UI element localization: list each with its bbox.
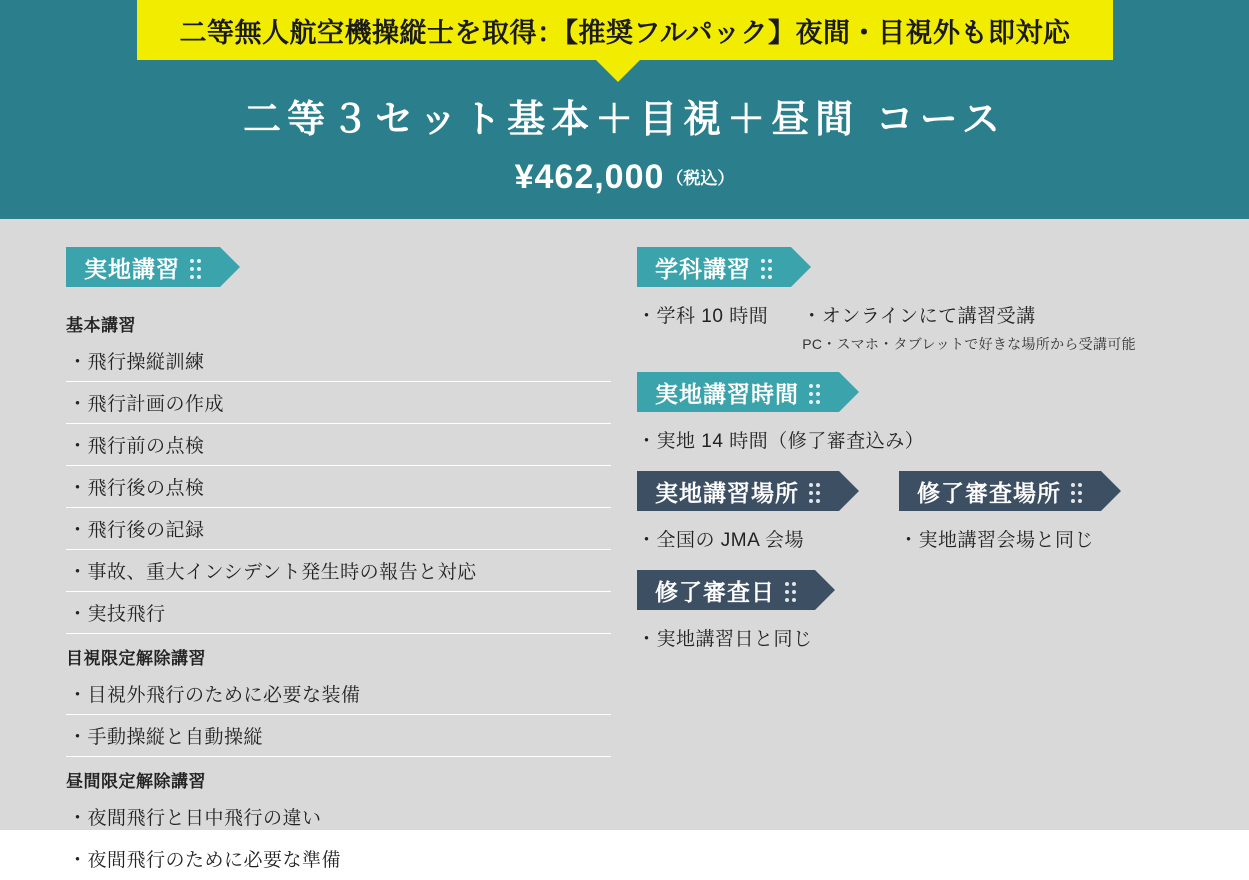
block-exam-day xyxy=(637,570,1197,651)
price-row xyxy=(0,158,1249,197)
practical-hours-line: ・実地 14 時間（修了審査込み） xyxy=(637,431,925,452)
section-tag-exam-venue-label: 修了審査場所 xyxy=(917,479,1061,506)
exam-venue-line: ・実地講習会場と同じ xyxy=(899,530,1095,551)
price-tax-label: （税込） xyxy=(666,169,735,188)
course-title: 二等３セット基本＋目視＋昼間 コース xyxy=(243,99,1006,141)
dots-icon xyxy=(1071,479,1087,503)
card-header xyxy=(0,0,1249,219)
list-item: ・手動操縦と自動操縦 xyxy=(66,715,611,757)
dots-icon xyxy=(785,578,801,602)
academic-online-note: PC・スマホ・タブレットで好きな場所から受講可能 xyxy=(802,336,1136,352)
list-item: ・事故、重大インシデント発生時の報告と対応 xyxy=(66,550,611,592)
section-tag-exam-day-label: 修了審査日 xyxy=(655,578,775,605)
card-body xyxy=(0,219,1249,871)
list-item: ・実技飛行 xyxy=(66,592,611,634)
ribbon-notch-icon xyxy=(596,60,640,82)
dots-icon xyxy=(809,380,825,404)
subsection-heading: 昼間限定解除講習 xyxy=(66,772,206,791)
block-practical-hours xyxy=(637,372,1197,453)
section-tag-exam-day xyxy=(637,570,815,610)
section-tag-practical-hours-label: 実地講習時間 xyxy=(655,380,799,407)
academic-detail-row xyxy=(637,287,1197,354)
list-item: ・飛行計画の作成 xyxy=(66,382,611,424)
price-value: ¥462,000 xyxy=(514,158,665,196)
list-item: ・飛行操縦訓練 xyxy=(66,340,611,382)
section-tag-practical-label: 実地講習 xyxy=(84,255,180,282)
list-item: ・目視外飛行のために必要な装備 xyxy=(66,673,611,715)
details-column xyxy=(637,247,1197,669)
block-academic-training xyxy=(637,247,1197,354)
section-tag-practical-venue-label: 実地講習場所 xyxy=(655,479,799,506)
list-item: ・飛行前の点検 xyxy=(66,424,611,466)
list-item: ・夜間飛行のために必要な準備 xyxy=(66,838,611,880)
section-tag-practical-hours xyxy=(637,372,839,412)
block-venues xyxy=(637,471,1197,552)
academic-hours: ・学科 10 時間 xyxy=(637,306,769,327)
section-tag-practical-venue xyxy=(637,471,839,511)
promo-ribbon-text: 二等無人航空機操縦士を取得：【推奨フルパック】夜間・目視外も即対応 xyxy=(179,17,1071,48)
list-item: ・飛行後の点検 xyxy=(66,466,611,508)
list-item: ・夜間飛行と日中飛行の違い xyxy=(66,796,611,838)
practical-training-column xyxy=(66,247,611,880)
exam-day-line: ・実地講習日と同じ xyxy=(637,629,813,650)
block-exam-venue xyxy=(899,471,1149,552)
section-tag-practical xyxy=(66,247,220,287)
subsection-heading: 基本講習 xyxy=(66,316,136,335)
practical-venue-line: ・全国の JMA 会場 xyxy=(637,530,805,551)
practical-training-list xyxy=(66,301,611,880)
section-tag-academic-label: 学科講習 xyxy=(655,255,751,282)
section-tag-exam-venue xyxy=(899,471,1101,511)
academic-online: ・オンラインにて講習受講 xyxy=(802,306,1036,327)
dots-icon xyxy=(809,479,825,503)
block-practical-venue xyxy=(637,471,877,552)
dots-icon xyxy=(761,255,777,279)
dots-icon xyxy=(190,255,206,279)
subsection-heading: 目視限定解除講習 xyxy=(66,649,206,668)
section-tag-academic xyxy=(637,247,791,287)
list-item: ・飛行後の記録 xyxy=(66,508,611,550)
promo-ribbon xyxy=(137,0,1113,60)
